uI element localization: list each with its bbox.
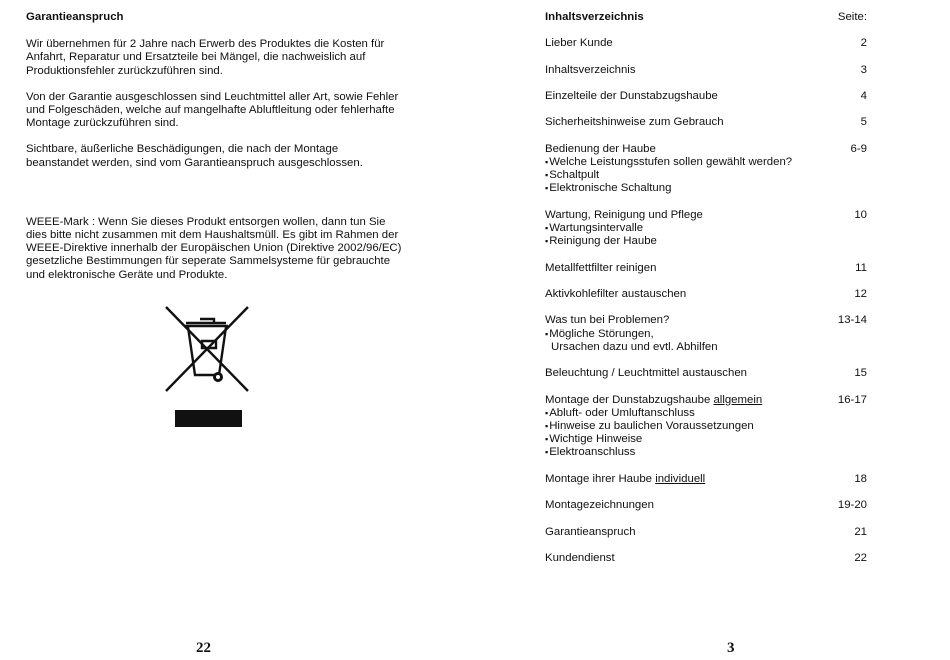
toc-entry-title: Inhaltsverzeichnis: [545, 63, 636, 76]
toc-subentry: ▪ Welche Leistungsstufen sollen gewählt werden?: [545, 156, 867, 169]
toc-entry-page: 13-14: [837, 314, 867, 327]
toc-entry-page: 18: [854, 472, 867, 485]
right-page: [475, 0, 950, 660]
toc-entry-page: 3: [860, 63, 867, 76]
toc-subentry: ▪ Schaltpult: [545, 169, 867, 182]
toc-entry-title-underlined: allgemein: [713, 393, 763, 406]
toc-entry-title: Wartung, Reinigung und Pflege: [545, 208, 703, 221]
toc-entry: [545, 288, 867, 301]
toc-entry-page: 10: [854, 208, 867, 221]
weee-bar: [175, 410, 242, 427]
toc-subentry: ▪ Elektroanschluss: [545, 446, 867, 459]
toc-entry-title: [545, 394, 762, 407]
toc-entry-title: Was tun bei Problemen?: [545, 314, 670, 327]
table-of-contents: [545, 11, 867, 578]
toc-entry-page: 21: [854, 525, 867, 538]
toc-subentry: ▪ Wartungsintervalle: [545, 222, 867, 235]
damage-paragraph: Sichtbare, äußerliche Beschädigungen, die nach der Montage beanstandet werden, sind vom Garantieanspruch ausgeschlossen.: [26, 143, 363, 169]
toc-entry: [545, 552, 867, 565]
exclusion-paragraph: Von der Garantie ausgeschlossen sind Leuchtmittel aller Art, sowie Fehler und Folgeschäden, welche auf mangelhafte Abluftleitung oder fehlerhafte Montage zurückzuführen sind.: [26, 90, 399, 130]
toc-entry-title: Einzelteile der Dunstabzugshaube: [545, 89, 718, 102]
toc-entry-title: Beleuchtung / Leuchtmittel austauschen: [545, 367, 748, 380]
toc-subentry-continued: Ursachen dazu und evtl. Abhilfen: [551, 340, 718, 353]
toc-entry-page: 12: [854, 287, 867, 300]
crossed-out-wheelie-bin-icon: [162, 305, 252, 395]
toc-entry: [545, 64, 867, 77]
toc-entry-title: Garantieanspruch: [545, 525, 636, 538]
toc-entry: [545, 37, 867, 50]
toc-entry: [545, 90, 867, 103]
toc-entry-title-prefix: Montage ihrer Haube: [545, 472, 656, 485]
toc-subentry: ▪ Reinigung der Haube: [545, 235, 867, 248]
toc-entry-title-underlined: individuell: [655, 472, 706, 485]
toc-entry: [545, 209, 867, 249]
toc-title: Inhaltsverzeichnis: [545, 11, 644, 23]
toc-entry-page: 19-20: [837, 499, 867, 512]
toc-entry-title: Metallfettfilter reinigen: [545, 261, 657, 274]
toc-entry-title: Bedienung der Haube: [545, 142, 656, 155]
toc-entry: [545, 314, 867, 354]
toc-entry-page: 5: [860, 116, 867, 129]
weee-paragraph: WEEE-Mark : Wenn Sie dieses Produkt entsorgen wollen, dann tun Sie dies bitte nicht zusammen mit dem Haushaltsmüll. Es gibt im Rahmen der WEEE-Direktive innerhalb der Europäischen Union (Direktive 2002/96/EC) gesetzliche Bestimmungen für seperate Sammelsysteme für gebrauchte und elektronische Geräte und Produkte.: [26, 215, 402, 281]
toc-subentry: ▪ Mögliche Störungen,: [545, 328, 867, 341]
page-number: 22: [196, 640, 211, 656]
toc-entry-title-prefix: Montage der Dunstabzugshaube: [545, 393, 714, 406]
toc-subentry: ▪ Elektronische Schaltung: [545, 182, 867, 195]
toc-entry-page: 6-9: [850, 142, 867, 155]
toc-subentry: ▪ Abluft- oder Umluftanschluss: [545, 407, 867, 420]
toc-entry: [545, 473, 867, 486]
warranty-paragraph: Wir übernehmen für 2 Jahre nach Erwerb des Produktes die Kosten für Anfahrt, Reparatur und Ersatzteile bei Mängel, die nachweislich auf Produktionsfehler zurückzuführen sind.: [26, 38, 385, 77]
toc-entry-title: Sicherheitshinweise zum Gebrauch: [545, 116, 724, 129]
toc-entry: [545, 394, 867, 460]
toc-entry-page: 16-17: [837, 393, 867, 406]
toc-entry: [545, 116, 867, 129]
page-column-label: Seite:: [837, 11, 867, 23]
page-number: 3: [727, 640, 735, 656]
toc-entry-title: Montagezeichnungen: [545, 499, 654, 512]
warranty-section: [26, 11, 426, 282]
toc-entry: [545, 367, 867, 380]
toc-entry-page: 15: [854, 367, 867, 380]
warranty-heading: Garantieanspruch: [26, 11, 124, 23]
toc-entry-title: Lieber Kunde: [545, 37, 613, 50]
toc-entry-page: 11: [855, 261, 867, 274]
toc-entry: [545, 143, 867, 196]
toc-subentry: ▪ Hinweise zu baulichen Voraussetzungen: [545, 420, 867, 433]
toc-entry-title: Kundendienst: [545, 551, 615, 564]
toc-entry: [545, 526, 867, 539]
toc-entry: [545, 499, 867, 512]
toc-header: [545, 11, 867, 24]
toc-entry: [545, 262, 867, 275]
toc-entry-title: Aktivkohlefilter austauschen: [545, 287, 687, 300]
toc-entry-page: 4: [860, 89, 867, 102]
toc-entry-page: 2: [860, 37, 867, 50]
toc-entry-page: 22: [854, 551, 867, 564]
toc-subentry: ▪ Wichtige Hinweise: [545, 433, 867, 446]
toc-entry-title: [545, 473, 705, 486]
